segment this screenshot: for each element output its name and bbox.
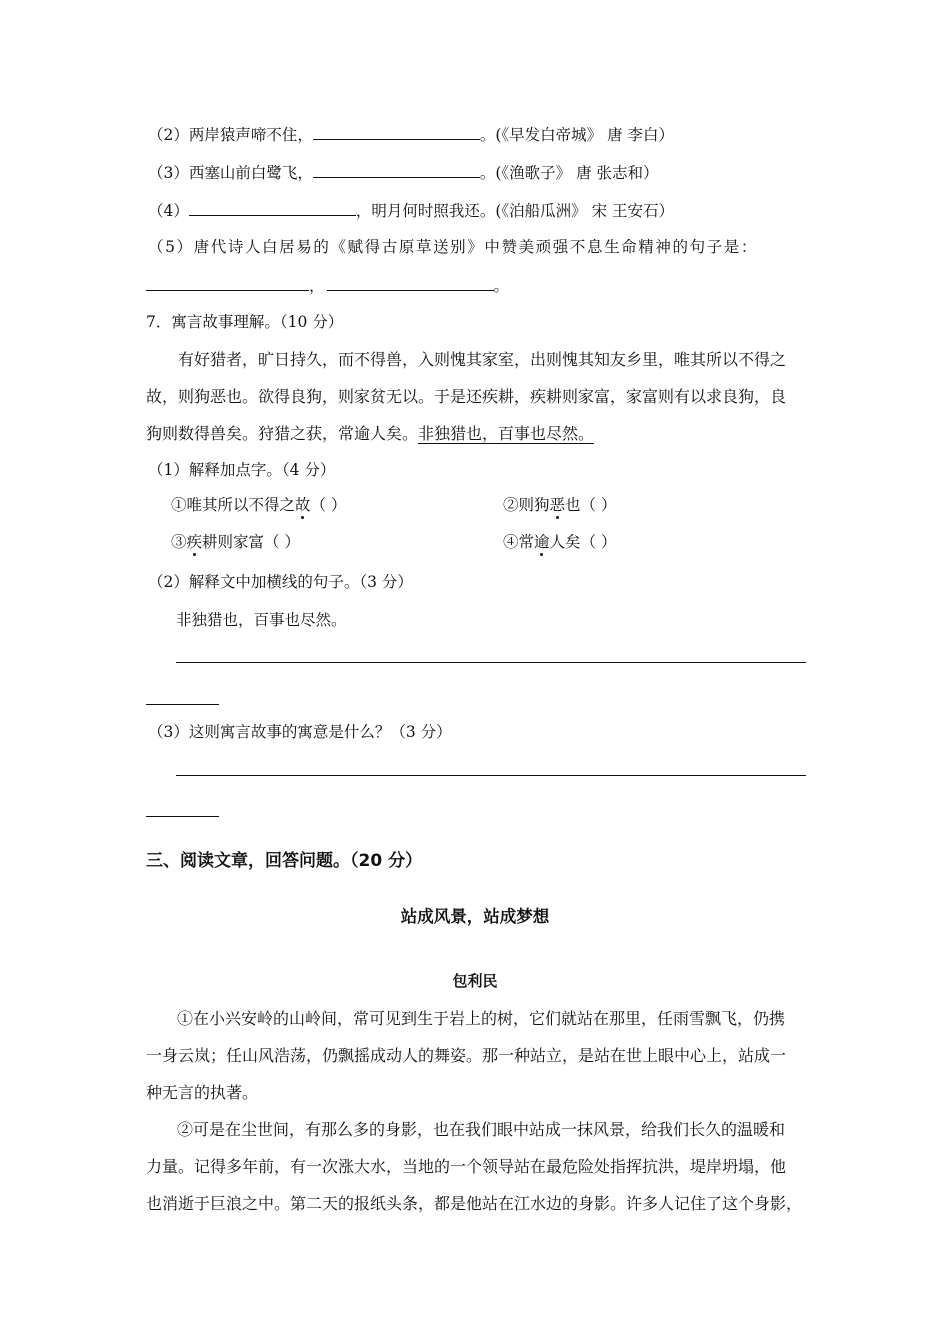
item-text: ③ <box>171 533 187 551</box>
item-text: ②则狗 <box>503 496 550 514</box>
q7-sub2-prompt: （2）解释文中加横线的句子。（3 分） <box>148 573 413 591</box>
poem-q2-post: 。(《早发白帝城》 唐 李白） <box>479 126 675 144</box>
answer-slot[interactable]: （ ） <box>310 496 347 514</box>
poem-q5-answers <box>146 274 509 296</box>
poem-q3-pre: （3）西塞山前白鹭飞， <box>148 164 313 182</box>
answer-blank[interactable] <box>189 199 356 216</box>
answer-blank[interactable] <box>146 274 309 291</box>
para-1-line-3: 种无言的执著。 <box>146 1083 259 1102</box>
para-2-line-3: 也消逝于巨浪之中。第二天的报纸头条，都是他站在江水边的身影。许多人记住了这个身影， <box>146 1194 803 1213</box>
para-1-line-2: 一身云岚；任山风浩荡，仍飘摇成动人的舞姿。那一种站立，是站在世上眼中心上，站成一 <box>146 1046 787 1065</box>
section-heading: 三、阅读文章，回答问题。（20 分） <box>146 851 423 871</box>
item-text: ④常 <box>503 533 535 551</box>
poem-q2-pre: （2）两岸猿声啼不住， <box>148 126 313 144</box>
para-2-line-1: ②可是在尘世间，有那么多的身影，也在我们眼中站成一抹风景，给我们长久的温暖和 <box>177 1120 786 1139</box>
poem-q3 <box>148 161 659 183</box>
answer-blank[interactable] <box>313 161 480 178</box>
answer-slot[interactable]: 耕则家富（ ） <box>202 533 300 551</box>
poem-q3-post: 。(《渔歌子》 唐 张志和） <box>479 164 659 182</box>
fable-line-1: 有好猎者，旷日持久，而不得兽，入则愧其家室，出则愧其知友乡里，唯其所以不得之 <box>178 350 787 369</box>
poem-q5-comma: ， <box>309 277 325 295</box>
fable-line-3 <box>146 424 594 444</box>
fable-line-2: 故，则狗恶也。欲得良狗，则家贫无以。于是还疾耕，疾耕则家富，家富则有以求良狗，良 <box>146 387 787 406</box>
q7-sub1-prompt: （1）解释加点字。（4 分） <box>148 461 336 479</box>
fable-line-3-text: 狗则数得兽矣。狩猎之获，常逾人矣。 <box>146 424 419 443</box>
q7-item-1 <box>171 495 346 515</box>
answer-slot[interactable]: 也（ ） <box>565 496 617 514</box>
q7-sub3-prompt: （3）这则寓言故事的寓意是什么？（3 分） <box>148 723 452 741</box>
answer-slot[interactable]: 人矣（ ） <box>549 533 617 551</box>
answer-line[interactable] <box>176 662 806 663</box>
item-text: ①唯其所以不得之 <box>171 496 296 514</box>
answer-line[interactable] <box>146 816 219 817</box>
poem-q5-prompt: （5）唐代诗人白居易的《赋得古原草送别》中赞美顽强不息生命精神的句子是： <box>148 238 758 256</box>
dotted-char: 故 <box>295 496 311 514</box>
answer-blank[interactable] <box>327 274 494 291</box>
article-title: 站成风景，站成梦想 <box>400 907 550 926</box>
answer-line[interactable] <box>146 704 219 705</box>
q7-heading: 7．寓言故事理解。（10 分） <box>146 313 344 331</box>
para-2-line-2: 力量。记得多年前，有一次涨大水，当地的一个领导站在最危险处指挥抗洪，堤岸坍塌，他 <box>146 1157 787 1176</box>
dotted-char: 疾 <box>186 533 203 551</box>
poem-q4-post: ，明月何时照我还。(《泊船瓜洲》 宋 王安石） <box>355 202 675 220</box>
answer-line[interactable] <box>176 775 806 776</box>
poem-q4 <box>148 199 674 221</box>
q7-item-3 <box>171 532 300 552</box>
q7-item-2 <box>503 495 616 515</box>
poem-q5-end: 。 <box>493 277 510 295</box>
para-1-line-1: ①在小兴安岭的山岭间，常可见到生于岩上的树，它们就站在那里，任雨雪飘飞，仍携 <box>177 1009 786 1028</box>
q7-sub2-sentence: 非独猎也，百事也尽然。 <box>176 611 347 629</box>
poem-q4-pre: （4） <box>148 202 189 220</box>
answer-blank[interactable] <box>313 123 480 140</box>
underlined-sentence: 非独猎也，百事也尽然。 <box>418 424 595 443</box>
dotted-char: 恶 <box>549 496 566 514</box>
poem-q2 <box>148 123 674 145</box>
dotted-char: 逾 <box>534 533 550 551</box>
q7-item-4 <box>503 532 616 552</box>
article-author: 包利民 <box>452 972 498 990</box>
